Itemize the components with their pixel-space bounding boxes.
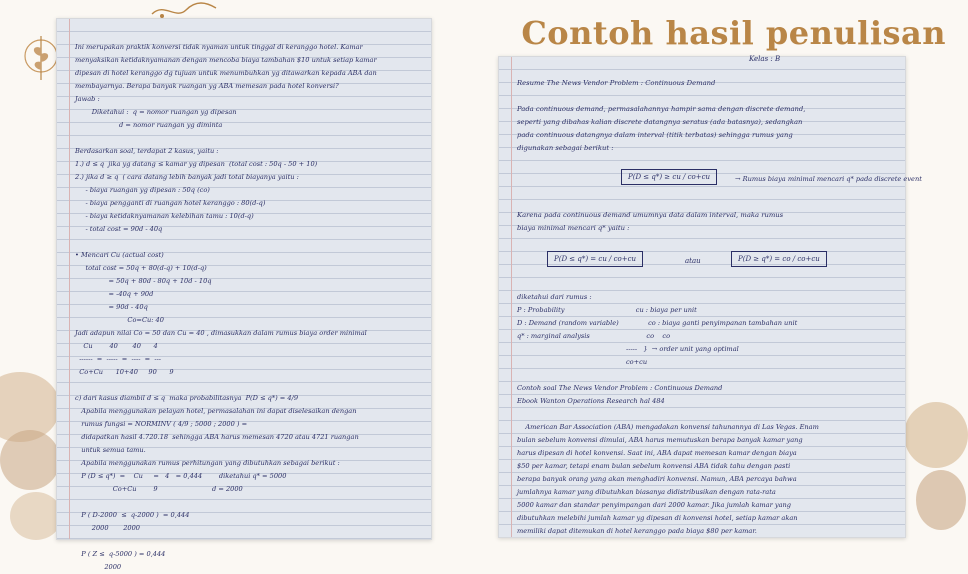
watercolor-blob-bottom-left-3 [10, 492, 62, 540]
leaf-ornament-icon [24, 26, 58, 90]
handwritten-solution-text: Ini merupakan praktik konversi tidak nyaman untuk tinggal di keranggo hotel. Kamar menyaksikan ketidaknyamanan dengan mencoba biaya tambahan $10 untuk setiap kamar dipesan di hotel keranggo dg tujuan untuk menumbuhkan yg ditawarkan kepada ABA dan membayarnya. Berapa banyak ruangan yg ABA memesan pada hotel konversi? Jawab : Diketahui : q = nomor ruangan yg dipesan d = nomor ruangan yg diminta Berdasarkan soal, terdapat 2 kasus, yaitu : 1.) d ≤ q jika yg datang ≤ kamar yg dipesan (total cost : 50q - 50 + 10) 2.) jika d ≥ q ( cara datang lebih banyak jadi total biayanya yaitu : - biaya ruangan yg dipesan : 50q (co) - biaya pengganti di ruangan hotel keranggo : 80(d-q) - biaya ketidaknyamanan kelebihan tamu : 10(d-q) - total cost = 90d - 40q • Mencari Cu (actual cost) total cost = 50q + 80(d-q) + 10(d-q) = 50q + 80d - 80q + 10d - 10q = -40q + 90d = 90d - 40q Co=Cu: 40 Jadi adapun nilai Co = 50 dan Cu = 40 , dimasukkan dalam rumus biaya order minimal Cu 40 40 4 ------ = ----- = ---- = --- Co+Cu 10+40 90 9 c) dari kasus diambil d ≤ q maka probabilitasnya P(D ≤ q*) = 4/9 Apabila menggunakan pelayan hotel, permasalahan ini dapat diselesaikan dengan rumus fungsi = NORMINV ( 4/9 ; 5000 ; 2000 ) = didapatkan hasil 4.720.18 sehingga ABA harus memesan 4720 atau 4721 ruangan untuk semua tamu. Apabila menggunakan rumus perhitungan yang dibutuhkan sebagai berikut : P (D ≤ q*) = Cu = 4 = 0,444 diketahui q* = 5000 Co+Cu 9 d = 2000 P ( D-2000 ≤ q-2000 ) = 0,444 2000 2000 P ( Z ≤ q-5000 ) = 0,444 2000 [75, 43, 377, 571]
formula-note: → Rumus biaya minimal mencari q* pada discrete event [735, 175, 922, 183]
watercolor-blob-bottom-right-2 [916, 470, 966, 530]
handwritten-continuous-note: Karena pada continuous demand umumnya data dalam interval, maka rumus biaya minimal mencari q* yaitu : [517, 211, 784, 232]
handwritten-example-text: diketahui dari rumus : P : Probability cu : biaya per unit D : Demand (random variable) co : biaya ganti penyimpanan tambahan unit q* : marginal analysis co co ----- } → order unit yang optimal co+cu Contoh soal The News Vendor Problem : Continuous Demand Ebook Wanton Operations Research hal 484 American Bar Association (ABA) mengadakan konvensi tahunannya di Las Vegas. Enam bulan sebelum konvensi dimulai, ABA harus memutuskan berapa banyak kamar yang harus dipesan di hotel konvensi. Saat ini, ABA dapat memesan kamar dengan biaya $50 per kamar, tetapi enam bulan sebelum konvensi ABA tidak tahu dengan pasti berapa banyak orang yang akan menghadiri konvensi. Namun, ABA percaya bahwa jumlahnya kamar yang dibutuhkan biasanya didistribusikan dengan rata-rata 5000 kamar dan standar penyimpangan dari 2000 kamar. Jika jumlah kamar yang dibutuhkan melebihi jumlah kamar yg dipesan di konvensi hotel, setiap kamar akan memiliki dapat ditemukan di hotel keranggo pada biaya $80 per kamar. [517, 293, 819, 535]
page-label: Kelas : B [749, 55, 781, 63]
watercolor-blob-bottom-left-2 [0, 430, 60, 490]
notebook-page-left [56, 18, 432, 571]
formula-box-continuous-a: P(D ≤ q*) = cu / co+cu [547, 251, 643, 267]
watercolor-blob-bottom-right [904, 402, 968, 468]
page-title: Contoh hasil penulisan [521, 14, 946, 52]
notebook-page-right [498, 55, 922, 538]
formula-or-label: atau [685, 257, 701, 265]
formula-box-continuous-b: P(D ≥ q*) = co / co+cu [731, 251, 827, 267]
handwritten-resume-intro: Resume The News Vendor Problem : Continuous Demand Pada continuous demand, permasalahannya hampir sama dengan discrete demand, seperti yang dibahas kalian discrete datangnya seratus (ada batasnya), sedangkan pada continuous datangnya dalam interval (titik terbatas) sehingga rumus yang digunakan sebagai berikut : [517, 79, 806, 152]
formula-box-discrete: P(D ≤ q*) ≥ cu / co+cu [621, 169, 717, 185]
